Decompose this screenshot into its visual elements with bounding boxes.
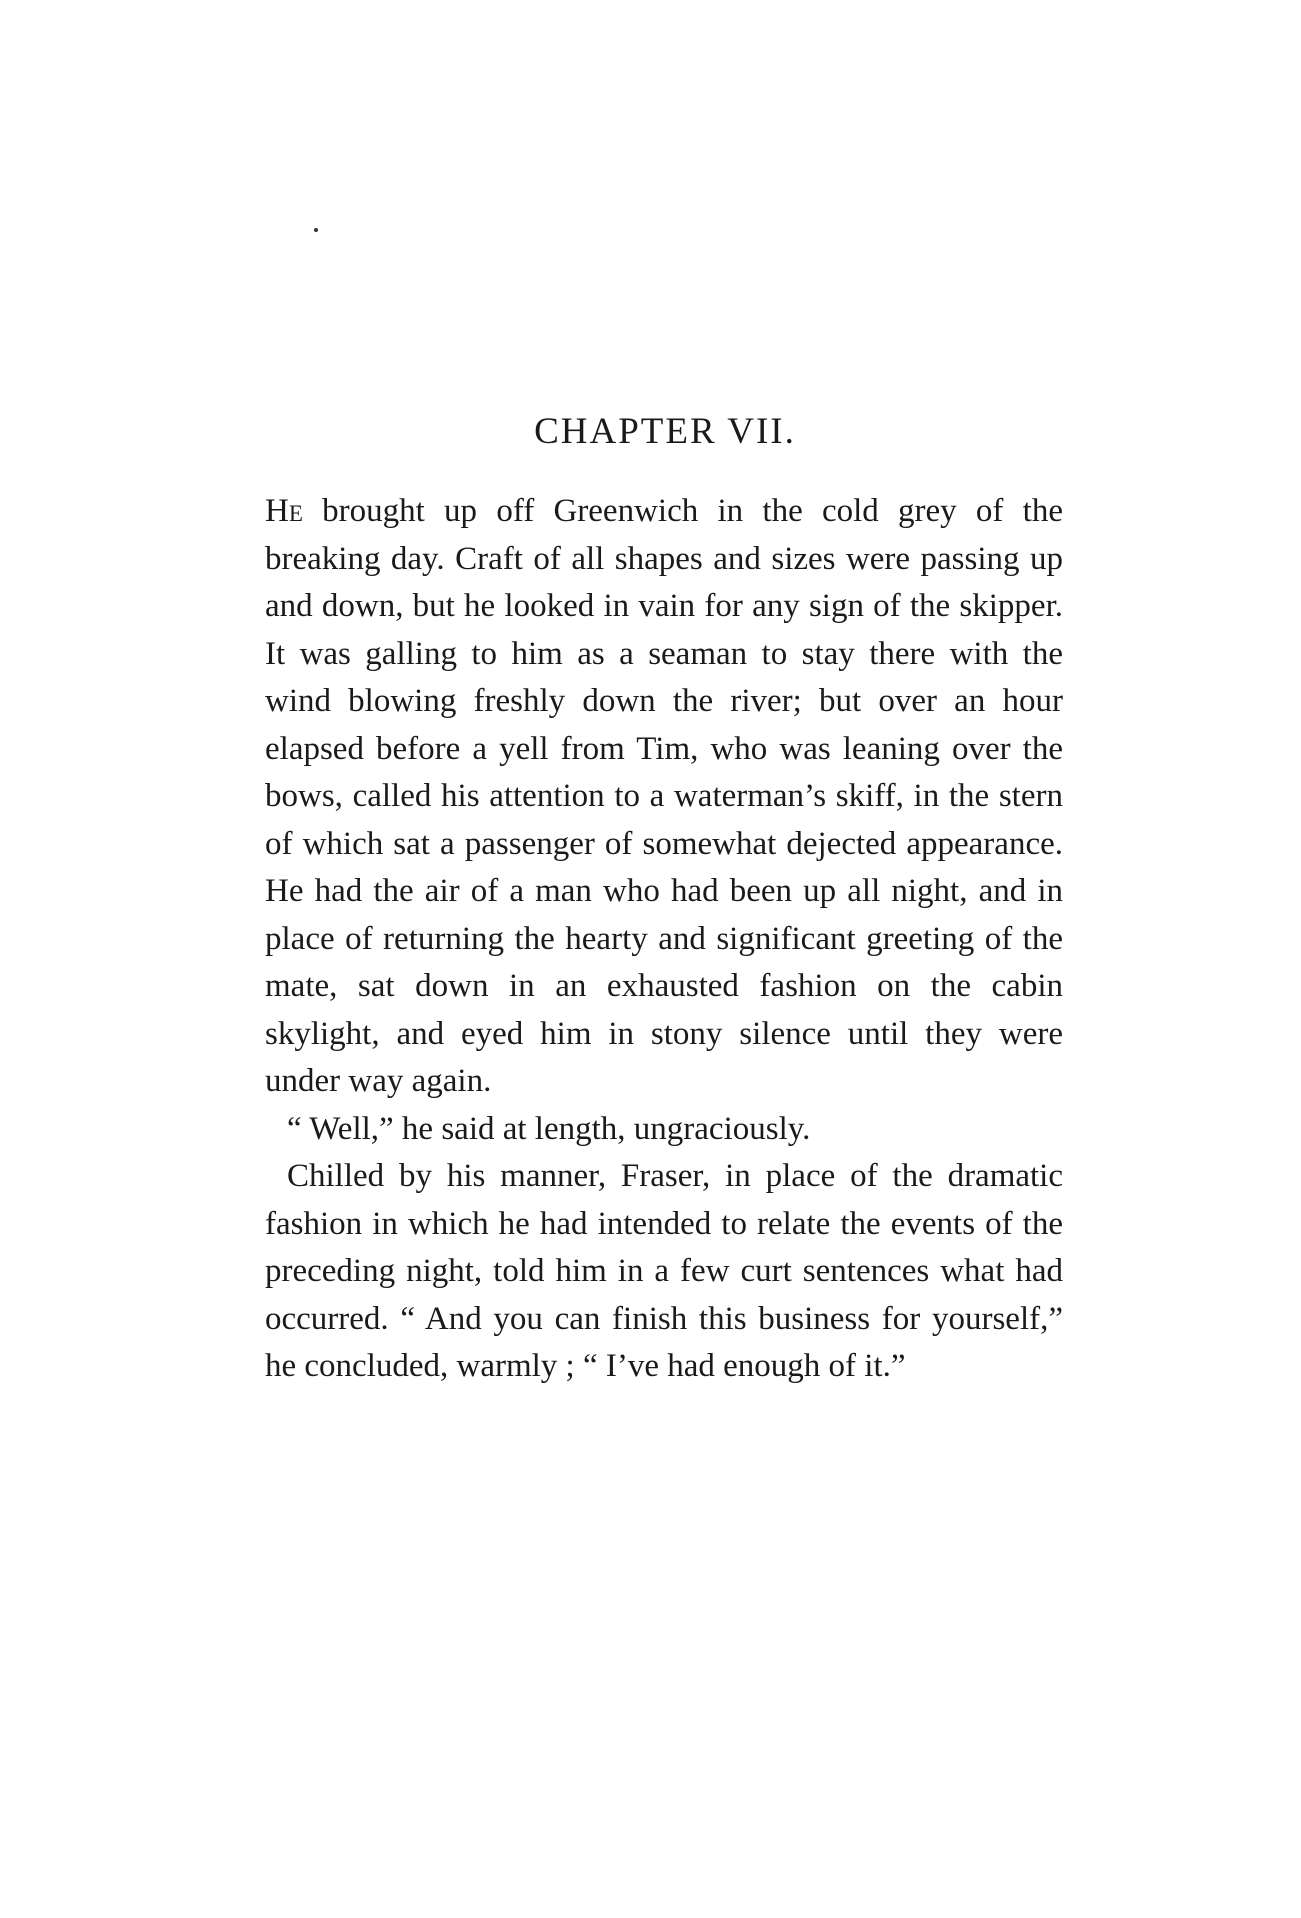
opening-word: He <box>265 493 303 529</box>
chapter-body <box>265 488 1063 1391</box>
paragraph-1 <box>265 488 1063 1106</box>
paragraph-2: “ Well,” he said at length, ungraciously. <box>287 1110 811 1147</box>
paragraph-3: Chilled by his manner, Fraser, in place of the dramatic fashion in which he had intended to relate the events of the preceding night, told him in a few curt sentences what had occurred. “ And you can finish this business for yourself,” he concluded, warmly ; “ I’ve had enough of it.” <box>265 1158 1063 1384</box>
paragraph-1-text: brought up off Greenwich in the cold grey of the breaking day. Craft of all shapes and sizes were passing up and down, but he looked in vain for any sign of the skipper. It was galling to him as a seaman to stay there with the wind blowing freshly down the river; but over an hour elapsed before a yell from Tim, who was leaning over the bows, called his attention to a waterman’s skiff, in the stern of which sat a passenger of somewhat dejected appearance. He had the air of a man who had been up all night, and in place of returning the hearty and significant greeting of the mate, sat down in an exhausted fashion on the cabin skylight, and eyed him in stony silence until they were under way again. <box>265 493 1063 1099</box>
chapter-heading: CHAPTER VII. <box>534 411 796 452</box>
ink-speck <box>314 228 318 232</box>
